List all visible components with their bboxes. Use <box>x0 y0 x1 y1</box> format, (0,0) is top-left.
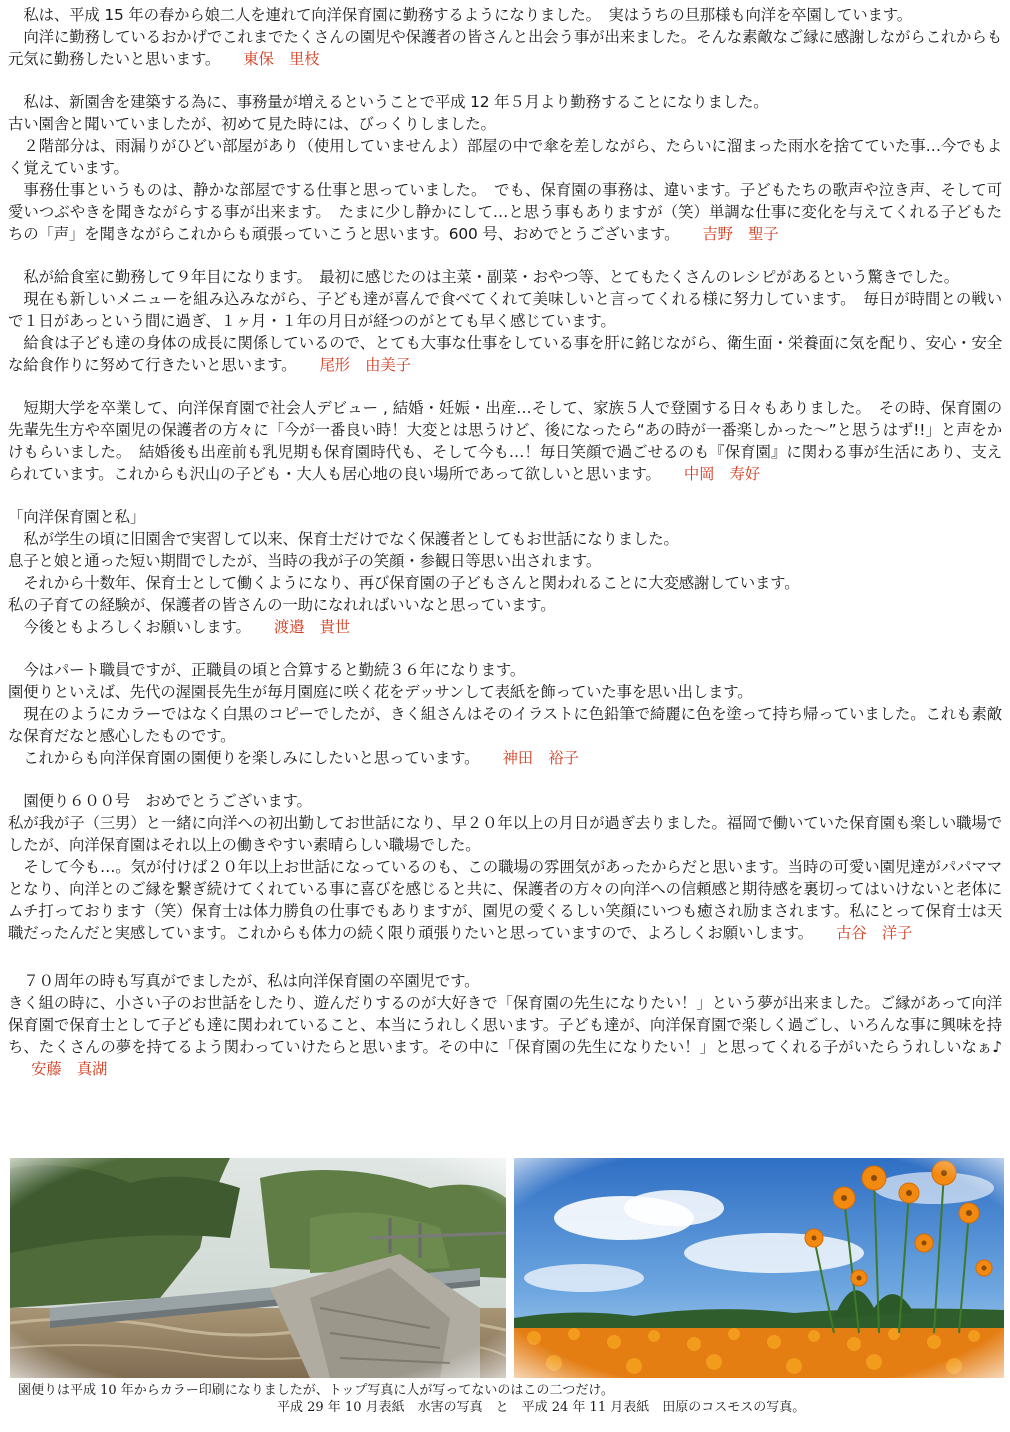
paragraph-text: 私は、新園舎を建築する為に、事務量が増えるということで平成 12 年５月より勤務することになりました。 <box>23 93 769 111</box>
section-gap <box>8 376 1002 397</box>
paragraph-text: 今はパート職員ですが、正職員の頃と合算すると勤続３６年になります。 <box>23 661 526 679</box>
author-signature: 吉野 聖子 <box>702 225 779 243</box>
message-paragraph <box>8 528 1002 550</box>
message-paragraph <box>8 266 1002 288</box>
staff-message <box>8 790 1002 944</box>
author-signature: 古谷 洋子 <box>836 924 913 942</box>
section-gap <box>8 944 1002 970</box>
message-paragraph <box>8 747 1002 769</box>
letters-page <box>8 4 1002 1080</box>
paragraph-text: 園便りといえば、先代の渥園長先生が毎月園庭に咲く花をデッサンして表紙を飾っていた事を思い出します。 <box>8 683 753 701</box>
section-gap <box>8 70 1002 91</box>
author-signature: 渡邉 貴世 <box>273 618 351 636</box>
section-gap <box>8 485 1002 506</box>
message-paragraph <box>8 506 1002 528</box>
staff-message <box>8 970 1002 1080</box>
message-paragraph <box>8 812 1002 856</box>
message-paragraph <box>8 594 1002 616</box>
message-paragraph <box>8 856 1002 944</box>
caption-line-1: 園便りは平成 10 年からカラー印刷になりましたが、トップ写真に人が写ってないのはこの二つだけ。 <box>18 1383 614 1398</box>
paragraph-text: 現在も新しいメニューを組み込みながら、子ども達が喜んで食べてくれて美味しいと言ってくれる様に努力しています。 毎日が時間との戦いで１日があっという間に過ぎ、１ヶ月・１年の月日が経つのがとても早く感じています。 <box>8 290 1002 330</box>
paragraph-text: そして今も…。気が付けば２０年以上お世話になっているのも、この職場の雰囲気があったからだと思います。当時の可愛い園児達がパパママとなり、向洋とのご縁を繋ぎ続けてくれている事に喜びを感じると共に、保護者の方々の向洋への信頼感と期待感を裏切ってはいけないと老体にムチ打っております（笑）保育士は体力勝負の仕事でもありますが、園児の愛くるしい笑顔にいつも癒され励まされます。私にとって保育士は天職だったんだと実感しています。これからも体力の続く限り頑張りたいと思っていますので、よろしくお願いします。 <box>8 858 1002 942</box>
staff-messages <box>8 4 1002 1080</box>
staff-message <box>8 397 1002 485</box>
staff-message <box>8 4 1002 70</box>
author-signature: 東保 里枝 <box>243 50 320 68</box>
section-gap <box>8 638 1002 659</box>
section-gap <box>8 245 1002 266</box>
paragraph-text: 私が給食室に勤務して９年目になります。 最初に感じたのは主菜・副菜・おやつ等、とてもたくさんのレシピがあるという驚きでした。 <box>23 268 959 286</box>
paragraph-text: それから十数年、保育士として働くようになり、再び保育園の子どもさんと関われることに大変感謝しています。 <box>23 574 800 592</box>
section-gap <box>8 769 1002 790</box>
paragraph-text: 向洋に勤務しているおかげでこれまでたくさんの園児や保護者の皆さんと出会う事が出来ました。そんな素敵なご縁に感謝しながらこれからも元気に勤務したいと思います。 <box>8 28 1002 68</box>
message-paragraph <box>8 572 1002 594</box>
message-paragraph <box>8 332 1002 376</box>
message-paragraph <box>8 91 1002 113</box>
paragraph-text: 私が我が子（三男）と一緒に向洋への初出勤してお世話になり、早２０年以上の月日が過ぎ去りました。福岡で働いていた保育園も楽しい職場でしたが、向洋保育園はそれ以上の働きやすい素晴らしい職場でした。 <box>8 814 1002 854</box>
paragraph-text: 「向洋保育園と私」 <box>8 508 146 526</box>
message-paragraph <box>8 26 1002 70</box>
author-signature: 神田 裕子 <box>502 749 579 767</box>
paragraph-text: 現在のようにカラーではなく白黒のコピーでしたが、きく組さんはそのイラストに色鉛筆で綺麗に色を塗って持ち帰っていました。これも素敵な保育だなと感心したものです。 <box>8 705 1002 745</box>
paragraph-text: 今後ともよろしくお願いします。 <box>23 618 251 636</box>
message-paragraph <box>8 288 1002 332</box>
paragraph-text: ２階部分は、雨漏りがひどい部屋があり（使用していませんよ）部屋の中で傘を差しながら、たらいに溜まった雨水を捨てていた事…今でもよく覚えています。 <box>8 137 1002 177</box>
paragraph-text: きく組の時に、小さい子のお世話をしたり、遊んだりするのが大好きで「保育園の先生になりたい！」という夢が出来ました。ご縁があって向洋保育園で保育士として子ども達に関われていること、本当にうれしく思います。子ども達が、向洋保育園で楽しく過ごし、いろんな事に興味を持ち、たくさんの夢を持てるよう関わっていけたらと思います。その中に「保育園の先生になりたい！」と思ってくれる子がいたらうれしいなぁ♪ <box>8 994 1002 1056</box>
message-paragraph <box>8 179 1002 245</box>
cosmos-field-photo <box>514 1158 1004 1378</box>
message-paragraph <box>8 790 1002 812</box>
author-signature: 尾形 由美子 <box>319 356 411 374</box>
message-paragraph <box>8 113 1002 135</box>
message-paragraph <box>8 397 1002 485</box>
paragraph-text: 園便り６００号 おめでとうございます。 <box>23 792 312 810</box>
message-paragraph <box>8 703 1002 747</box>
caption-line-2: 平成 29 年 10 月表紙 水害の写真 と 平成 24 年 11 月表紙 田原のコスモスの写真。 <box>277 1400 806 1415</box>
paragraph-text: 私の子育ての経験が、保護者の皆さんの一助になれればいいなと思っています。 <box>8 596 556 614</box>
staff-message <box>8 506 1002 638</box>
flood-bridge-photo <box>10 1158 506 1378</box>
message-paragraph <box>8 992 1002 1080</box>
paragraph-text: 短期大学を卒業して、向洋保育園で社会人デビュー , 結婚・妊娠・出産…そして、家族５人で登園する日々もありました。 その時、保育園の先輩先生方や卒園児の保護者の方々に「今が一番良い時！大変とは思うけど、後になったら“あの時が一番楽しかった～”と思うはず!!」と声をかけもらいました。 結婚後も出産前も乳児期も保育園時代も、そして今も…！毎日笑顔で過ごせるのも『保育園』に関わる事が生活にあり、支えられています。これからも沢山の子ども・大人も居心地の良い場所であって欲しいと思います。 <box>8 399 1002 483</box>
staff-message <box>8 659 1002 769</box>
paragraph-text: これからも向洋保育園の園便りを楽しみにしたいと思っています。 <box>23 749 480 767</box>
message-paragraph <box>8 616 1002 638</box>
author-signature: 中岡 寿好 <box>683 465 761 483</box>
message-paragraph <box>8 550 1002 572</box>
message-paragraph <box>8 681 1002 703</box>
message-paragraph <box>8 659 1002 681</box>
message-paragraph <box>8 135 1002 179</box>
paragraph-text: 私が学生の頃に旧園舎で実習して以来、保育士だけでなく保護者としてもお世話になりました。 <box>23 530 679 548</box>
paragraph-text: 給食は子ども達の身体の成長に関係しているので、とても大事な仕事をしている事を肝に銘じながら、衛生面・栄養面に気を配り、安心・安全な給食作りに努めて行きたいと思います。 <box>8 334 1002 374</box>
staff-message <box>8 266 1002 376</box>
paragraph-text: ７０周年の時も写真がでましたが、私は向洋保育園の卒園児です。 <box>23 972 480 990</box>
paragraph-text: 事務仕事というものは、静かな部屋でする仕事と思っていました。 でも、保育園の事務は、違います。子どもたちの歌声や泣き声、そして可愛いつぶやきを聞きながらする事が出来ます。 たまに少し静かにして…と思う事もありますが（笑）単調な仕事に変化を与えてくれる子どもたちの「声」を聞きながらこれからも頑張っていこうと思います。600 号、おめでとうございます。 <box>8 181 1002 243</box>
message-paragraph <box>8 4 1002 26</box>
paragraph-text: 私は、平成 15 年の春から娘二人を連れて向洋保育園に勤務するようになりました。 実はうちの旦那様も向洋を卒園しています。 <box>23 6 912 24</box>
staff-message <box>8 91 1002 245</box>
paragraph-text: 息子と娘と通った短い期間でしたが、当時の我が子の笑顔・参観日等思い出されます。 <box>8 552 602 570</box>
cover-photos <box>10 1158 1004 1378</box>
paragraph-text: 古い園舎と聞いていましたが、初めて見た時には、びっくりしました。 <box>8 115 496 133</box>
author-signature: 安藤 真湖 <box>31 1060 108 1078</box>
message-paragraph <box>8 970 1002 992</box>
